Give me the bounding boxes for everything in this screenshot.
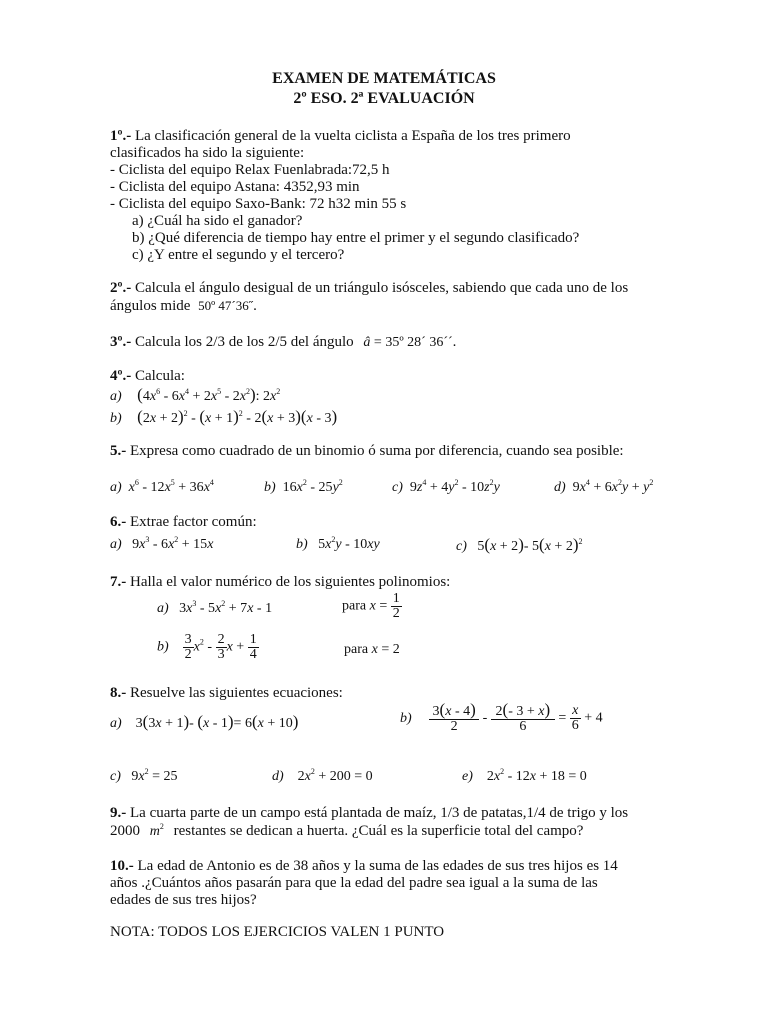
question-text: Calcula el ángulo desigual de un triángulo isósceles, sabiendo que cada uno de los bbox=[134, 280, 629, 296]
expression-5a: a) $x^6 - 12x^5 + 36x^4$ bbox=[110, 478, 214, 495]
question-4 bbox=[110, 368, 185, 385]
exam-title: EXAMEN DE MATEMÁTICAS bbox=[272, 70, 496, 87]
question-number: 7.- bbox=[110, 574, 127, 590]
question-8 bbox=[110, 685, 343, 702]
period: . bbox=[253, 298, 257, 314]
list-item: - Ciclista del equipo Relax Fuenlabrada:72,5 h bbox=[110, 162, 390, 178]
question-number: 8.- bbox=[110, 685, 127, 701]
question-text: La edad de Antonio es de 38 años y la suma de las edades de sus tres hijos es 14 bbox=[137, 858, 618, 874]
question-text: La cuarta parte de un campo está plantada de maíz, 1/3 de patatas,1/4 de trigo y los bbox=[130, 805, 629, 821]
question-5 bbox=[110, 443, 624, 460]
evaluate-at-7a: para x = $\frac{1}{2}$ bbox=[342, 591, 400, 621]
question-number: 10.- bbox=[110, 858, 134, 874]
expression-5b: b) $16x^2 - 25y^2$ bbox=[264, 478, 343, 495]
equation-8a: a) 3(3x + 1)- (x - 1)= 6(x + 10) bbox=[110, 712, 299, 731]
question-text: La clasificación general de la vuelta ciclista a España de los tres primero bbox=[134, 128, 571, 144]
question-number: 3º.- bbox=[110, 334, 132, 350]
question-text-line bbox=[110, 297, 257, 315]
unit-square-meters: $m^2$ bbox=[149, 822, 164, 839]
question-number: 2º.- bbox=[110, 280, 132, 296]
question-number: 9.- bbox=[110, 805, 127, 821]
question-text: Expresa como cuadrado de un binomio ó suma por diferencia, cuando sea posible: bbox=[130, 443, 624, 459]
question-number: 6.- bbox=[110, 514, 127, 530]
equation-8b: b) $\frac{3(x - 4)}{2}$ - $\frac{2(- 3 + x)}{6}$ = $\frac{x}{6}$ + 4 bbox=[400, 700, 603, 734]
period: . bbox=[452, 334, 457, 350]
question-text-line: 2000 $m^2$ restantes se dedican a huerta. ¿Cuál es la superficie total del campo? bbox=[110, 822, 584, 839]
question-number: 5.- bbox=[110, 443, 127, 459]
question-text: Calcula los 2/3 de los 2/5 del ángulo bbox=[134, 334, 354, 350]
question-text-line: años .¿Cuántos años pasarán para que la edad del padre sea igual a la suma de las bbox=[110, 875, 598, 891]
question-2 bbox=[110, 280, 628, 297]
equation-8c: c) $9x^2 = 25$ bbox=[110, 767, 178, 784]
footer-note: NOTA: TODOS LOS EJERCICIOS VALEN 1 PUNTO bbox=[110, 924, 445, 940]
sub-question: a) ¿Cuál ha sido el ganador? bbox=[132, 213, 303, 229]
question-7 bbox=[110, 574, 450, 591]
expression-6c: c) 5(x + 2)- $5(x + 2)^2$ bbox=[456, 535, 583, 554]
equation-8d: d) $2x^2 + 200 = 0$ bbox=[272, 767, 373, 784]
expression-7a: a) $3x^3 - 5x^2 + 7x - 1$ bbox=[157, 599, 273, 616]
evaluate-at-7b: para x = 2 bbox=[344, 642, 400, 657]
angle-expression: â = 35º 28´ 36´´ bbox=[363, 335, 453, 350]
expression-4a: a) $(4x^6 - 6x^4 + 2x^5 - 2x^2)$: $2x^2$ bbox=[110, 385, 281, 404]
expression-4b: b) $(2x + 2)^2 - (x + 1)^2 - 2(x + 3)(x - 3)$ bbox=[110, 407, 338, 426]
question-text: Calcula: bbox=[134, 368, 185, 384]
expression-6a: a) $9x^3 - 6x^2 + 15x$ bbox=[110, 535, 214, 552]
expression-5c: c) $9z^4 + 4y^2 - 10z^2y$ bbox=[392, 478, 500, 495]
list-item: - Ciclista del equipo Astana: 4352,93 min bbox=[110, 179, 360, 195]
angle-value: 50º 47´36˝ bbox=[198, 298, 254, 313]
question-text-line: clasificados ha sido la siguiente: bbox=[110, 145, 305, 161]
sub-question: c) ¿Y entre el segundo y el tercero? bbox=[132, 247, 345, 263]
question-10 bbox=[110, 858, 618, 875]
question-number: 1º.- bbox=[110, 128, 132, 144]
question-text: Halla el valor numérico de los siguientes polinomios: bbox=[130, 574, 451, 590]
expression-5d: d) $9x^4 + 6x^2y + y^2$ bbox=[554, 478, 654, 495]
question-number: 4º.- bbox=[110, 368, 132, 384]
question-text-line: edades de sus tres hijos? bbox=[110, 892, 257, 908]
question-text: Extrae factor común: bbox=[130, 514, 257, 530]
item-label: b) bbox=[110, 411, 122, 426]
exam-subtitle: 2º ESO. 2ª EVALUACIÓN bbox=[293, 90, 475, 107]
question-9 bbox=[110, 805, 628, 822]
expression-7b: b) $\frac{3}{2}$ $x^2$ - $\frac{2}{3}$ x + $\frac{1}{4}$ bbox=[157, 632, 257, 662]
question-text: ángulos mide bbox=[110, 298, 191, 314]
list-item: - Ciclista del equipo Saxo-Bank: 72 h32 min 55 s bbox=[110, 196, 407, 212]
question-6 bbox=[110, 514, 257, 531]
expression-6b: b) $5x^2y - 10xy$ bbox=[296, 535, 380, 552]
question-text: Resuelve las siguientes ecuaciones: bbox=[130, 685, 343, 701]
question-1 bbox=[110, 128, 571, 145]
question-3 bbox=[110, 334, 456, 351]
sub-question: b) ¿Qué diferencia de tiempo hay entre el primer y el segundo clasificado? bbox=[132, 230, 580, 246]
item-label: a) bbox=[110, 389, 122, 404]
equation-8e: e) $2x^2 - 12x + 18 = 0$ bbox=[462, 767, 587, 784]
